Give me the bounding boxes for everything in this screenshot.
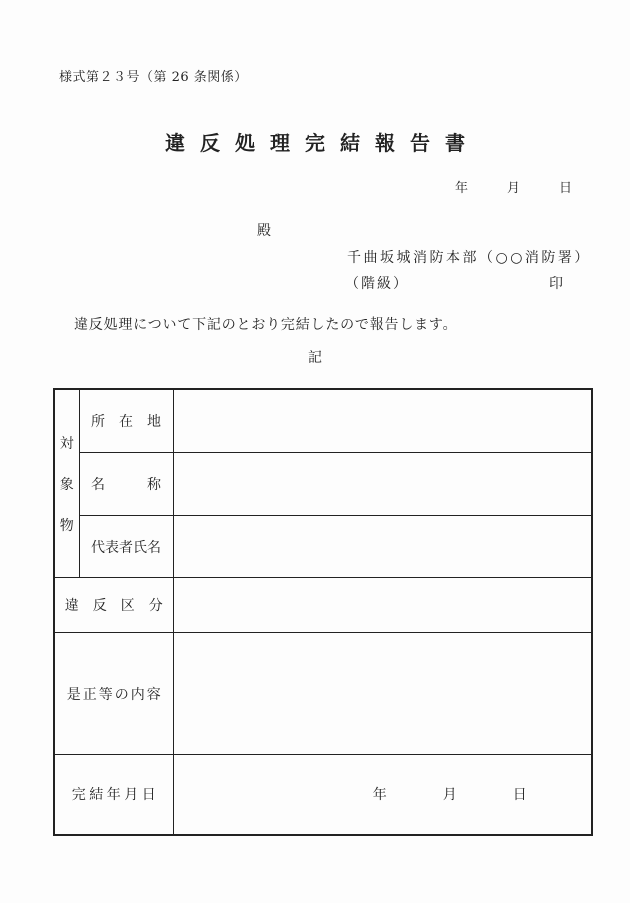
label-violation-category: 違 反 区 分	[54, 578, 173, 633]
seal-mark: 印	[549, 276, 565, 292]
table-row	[54, 633, 592, 755]
table-row	[54, 389, 592, 452]
body-statement: 違反処理について下記のとおり完結したので報告します。	[74, 317, 458, 333]
label-location: 所 在 地	[79, 389, 173, 452]
label-name: 名 称	[79, 452, 173, 515]
issuer-rank-seal-line	[345, 273, 565, 293]
table-row	[54, 452, 592, 515]
label-completion-date: 完結年月日	[54, 755, 173, 835]
object-char: 物	[59, 517, 74, 534]
object-char: 象	[59, 476, 74, 493]
record-marker: 記	[308, 350, 322, 366]
issuer-rank: （階級）	[345, 276, 409, 292]
label-representative: 代表者氏名	[79, 516, 173, 578]
object-group-vertical-label	[55, 422, 79, 545]
value-completion-date: 年 月 日	[173, 755, 592, 835]
value-name	[173, 452, 592, 515]
report-date-placeholder: 年 月 日	[455, 181, 573, 196]
table-row	[54, 578, 592, 633]
value-correction-content	[173, 633, 592, 755]
issuer-organization: 千曲坂城消防本部（○○消防署）	[347, 250, 591, 266]
report-table	[53, 388, 593, 836]
value-location	[173, 389, 592, 452]
value-representative	[173, 516, 592, 578]
table-row	[54, 516, 592, 578]
addressee-honorific: 殿	[257, 223, 271, 239]
object-char: 対	[59, 435, 74, 452]
table-row	[54, 755, 592, 835]
label-correction-content: 是正等の内容	[54, 633, 173, 755]
object-group-cell	[54, 389, 79, 578]
page-title: 違反処理完結報告書	[165, 131, 480, 155]
value-violation-category	[173, 578, 592, 633]
form-number: 様式第２３号（第 26 条関係）	[59, 70, 248, 85]
